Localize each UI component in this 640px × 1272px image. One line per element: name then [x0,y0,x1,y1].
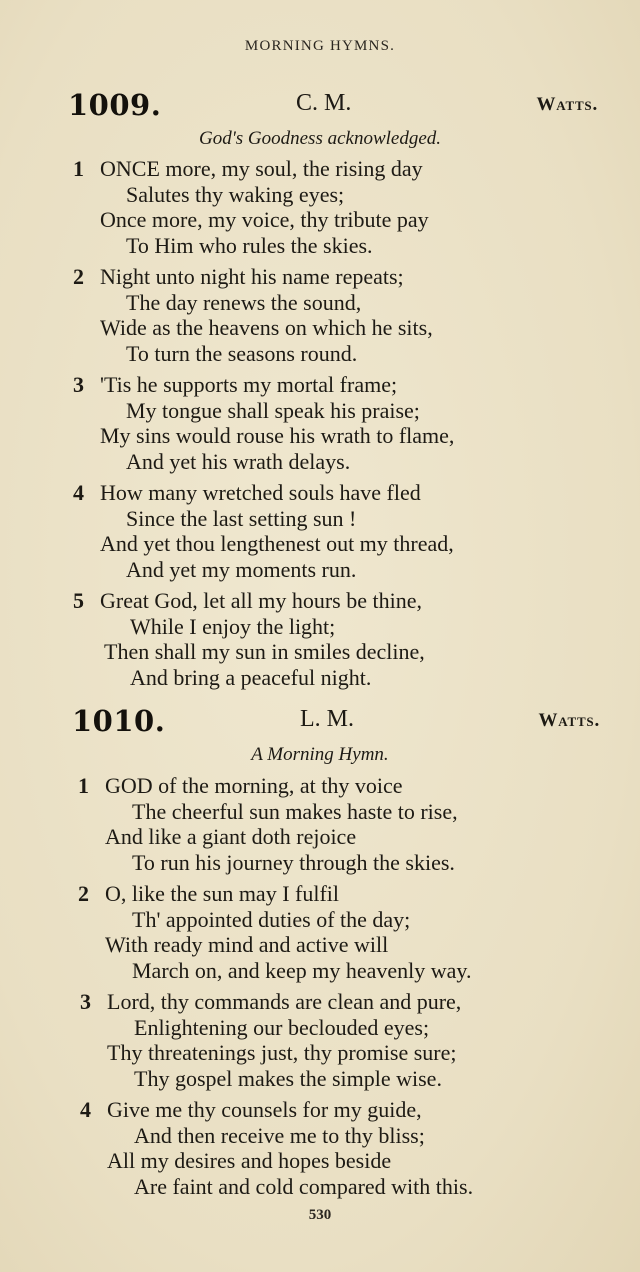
verse-line: GOD of the morning, at thy voice [105,773,403,798]
verse-line: Give me thy counsels for my guide, [107,1097,422,1122]
verse-number: 4 [80,1097,91,1122]
verse-line: Enlightening our beclouded eyes; [134,1014,430,1040]
stanza [0,989,640,1091]
verse-line: O, like the sun may I fulfil [105,881,340,906]
verse-line: Wide as the heavens on which he sits, [100,315,433,340]
hymn-header [0,704,640,738]
verse-line: To turn the seasons round. [126,340,358,366]
verse-line: And like a giant doth rejoice [105,824,357,849]
verse-line: 'Tis he supports my mortal frame; [100,372,398,397]
stanza [0,773,640,875]
verse-number: 4 [73,480,84,505]
verse-line: My tongue shall speak his praise; [126,397,420,423]
verse-number: 3 [73,372,84,397]
verse-number: 1 [78,773,89,798]
verse-number: 5 [73,588,84,613]
verse-line: All my desires and hopes beside [107,1148,392,1173]
verse-line: My sins would rouse his wrath to flame, [100,423,455,448]
verse-line: Great God, let all my hours be thine, [100,588,422,613]
verse-number: 3 [80,989,91,1014]
hymn-meter: L. M. [300,706,354,732]
verse-line: And yet thou lengthenest out my thread, [100,531,454,556]
stanza [0,264,640,366]
verse-line: And then receive me to thy bliss; [134,1122,425,1148]
stanza [0,372,640,474]
hymn-author: Watts. [536,94,598,115]
verse-number: 2 [78,881,89,906]
stanza [0,588,640,690]
verse-number: 1 [73,156,84,181]
running-head: MORNING HYMNS. [244,38,396,54]
verse-line: Night unto night his name repeats; [100,264,404,289]
hymn-author: Watts. [538,710,600,731]
hymn-meter: C. M. [296,90,352,116]
verse-line: With ready mind and active will [105,932,389,957]
hymn-subtitle: God's Goodness acknowledged. [198,128,442,149]
hymn-header [0,88,640,122]
verse-line: March on, and keep my heavenly way. [132,957,472,983]
verse-line: Thy threatenings just, thy promise sure; [107,1040,457,1065]
verse-line: While I enjoy the light; [130,613,336,639]
hymn-number: 1009. [68,88,162,122]
verse-line: And yet my moments run. [126,556,357,582]
verse-line: Once more, my voice, thy tribute pay [100,207,429,232]
verse-line: Th' appointed duties of the day; [132,906,411,932]
verse-line: The cheerful sun makes haste to rise, [132,798,458,824]
page-number: 530 [308,1207,332,1223]
verse-line: Since the last setting sun ! [126,505,357,531]
stanza [0,156,640,258]
verse-line: Salutes thy waking eyes; [126,181,345,207]
verse-line: The day renews the sound, [126,289,362,315]
verse-line: And bring a peaceful night. [130,664,372,690]
verse-line: Thy gospel makes the simple wise. [134,1065,442,1091]
verse-line: Lord, thy commands are clean and pure, [107,989,462,1014]
stanza [0,480,640,582]
verse-line: ONCE more, my soul, the rising day [100,156,423,181]
hymn-number: 1010. [72,704,166,738]
verse-number: 2 [73,264,84,289]
verse-line: And yet his wrath delays. [126,448,351,474]
verse-line: To run his journey through the skies. [132,849,455,875]
hymn-subtitle: A Morning Hymn. [251,744,389,765]
verse-line: Then shall my sun in smiles decline, [104,639,425,664]
verse-line: To Him who rules the skies. [126,232,373,258]
stanza [0,1097,640,1199]
stanza [0,881,640,983]
verse-line: How many wretched souls have fled [100,480,421,505]
verse-line: Are faint and cold compared with this. [134,1173,474,1199]
